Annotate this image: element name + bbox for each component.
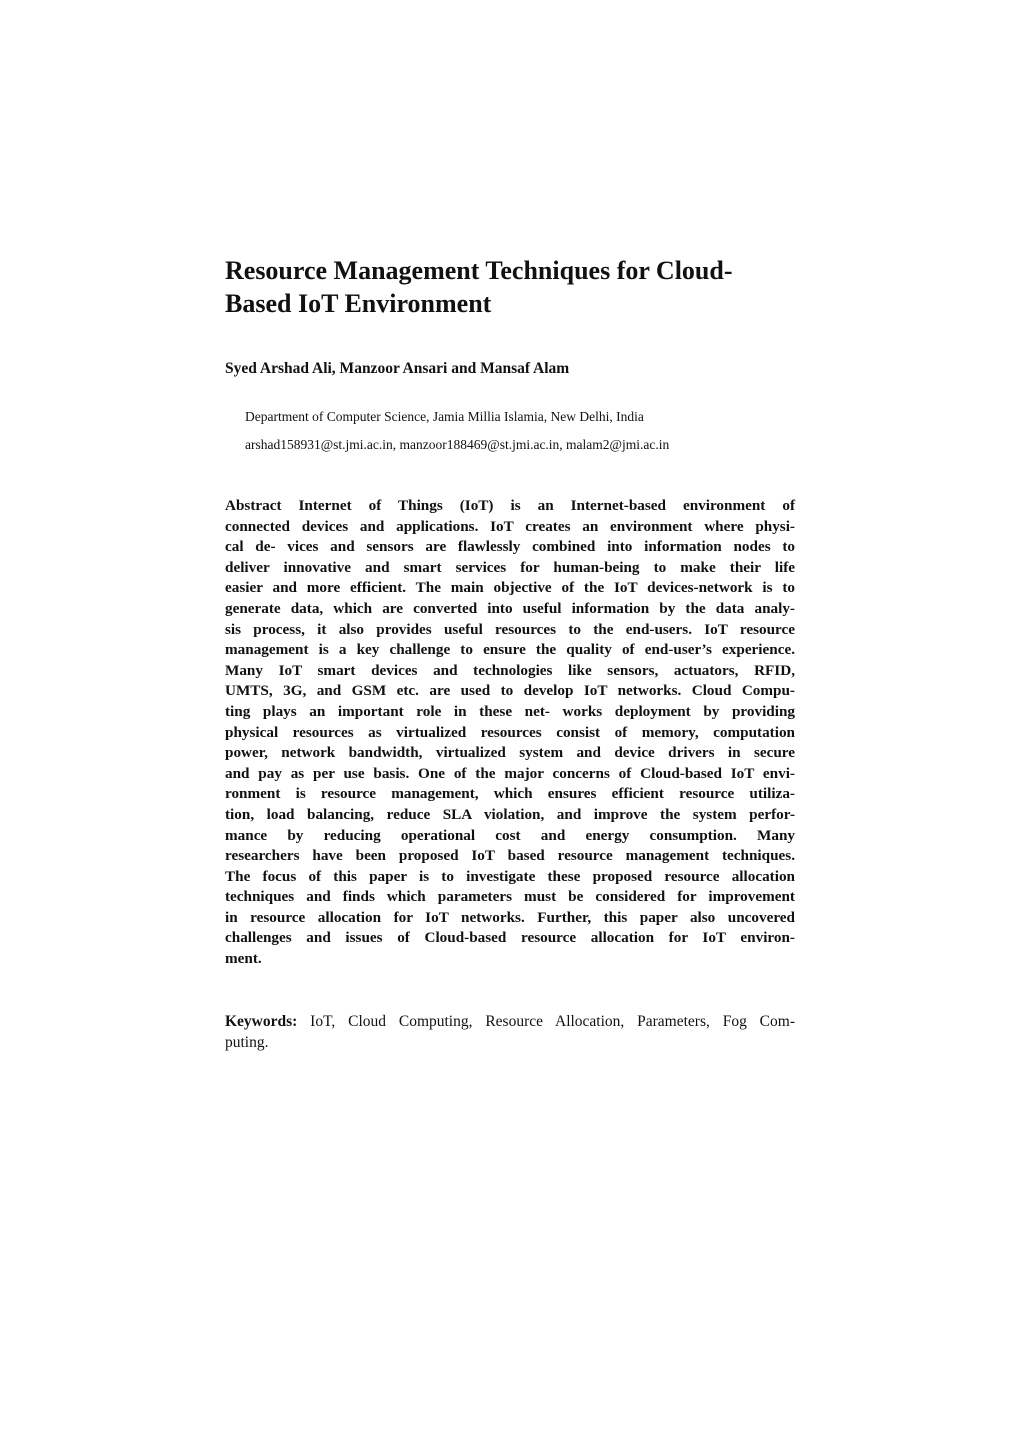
abstract-line: physical resources as virtualized resources consist of memory, computation <box>225 723 795 741</box>
abstract-line: deliver innovative and smart services for human-being to make their life <box>225 558 795 576</box>
abstract-line: Abstract Internet of Things (IoT) is an Internet-based environment of <box>225 497 795 514</box>
abstract-line: tion, load balancing, reduce SLA violation, and improve the system perfor- <box>225 805 795 823</box>
abstract-line: ment. <box>225 950 262 968</box>
abstract-line: power, network bandwidth, virtualized system and device drivers in secure <box>225 744 795 762</box>
abstract-line: The focus of this paper is to investigate these proposed resource allocation <box>225 867 795 885</box>
abstract-line: ting plays an important role in these net- works deployment by providing <box>225 702 795 720</box>
abstract-line: and pay as per use basis. One of the major concerns of Cloud-based IoT envi- <box>225 764 795 782</box>
abstract-line: UMTS, 3G, and GSM etc. are used to develop IoT networks. Cloud Compu- <box>225 682 795 700</box>
abstract-line: generate data, which are converted into useful information by the data analy- <box>225 599 795 617</box>
abstract-line: mance by reducing operational cost and energy consumption. Many <box>225 826 795 844</box>
author-emails: arshad158931@st.jmi.ac.in, manzoor188469@st.jmi.ac.in, malam2@jmi.ac.in <box>245 437 670 452</box>
abstract-line: ronment is resource management, which ensures efficient resource utiliza- <box>225 785 795 803</box>
abstract-line: researchers have been proposed IoT based resource management techniques. <box>225 847 795 865</box>
abstract-line: sis process, it also provides useful resources to the end-users. IoT resource <box>225 620 795 638</box>
keywords <box>225 1012 795 1053</box>
paper-title-line: Resource Management Techniques for Cloud- <box>225 256 733 285</box>
keywords-label: Keywords: <box>225 1013 298 1030</box>
keywords-line: puting. <box>225 1033 269 1051</box>
abstract-line: management is a key challenge to ensure the quality of end-user’s experience. <box>225 641 795 659</box>
abstract-line: cal de- vices and sensors are flawlessly combined into information nodes to <box>225 538 795 556</box>
paper-title <box>225 254 785 320</box>
abstract-line: in resource allocation for IoT networks. Further, this paper also uncovered <box>225 908 795 926</box>
abstract-line: connected devices and applications. IoT creates an environment where physi- <box>225 517 795 535</box>
abstract-line: Many IoT smart devices and technologies like sensors, actuators, RFID, <box>225 661 795 679</box>
abstract <box>225 496 795 970</box>
affiliation: Department of Computer Science, Jamia Millia Islamia, New Delhi, India <box>245 409 644 424</box>
abstract-line: easier and more efficient. The main objective of the IoT devices-network is to <box>225 579 795 597</box>
abstract-line: challenges and issues of Cloud-based resource allocation for IoT environ- <box>225 929 795 947</box>
abstract-line: techniques and finds which parameters must be considered for improvement <box>225 888 795 906</box>
paper-title-line: Based IoT Environment <box>225 289 492 318</box>
keywords-line <box>225 1012 795 1033</box>
keywords-list: IoT, Cloud Computing, Resource Allocation, Parameters, Fog Com- <box>310 1013 795 1030</box>
author-list: Syed Arshad Ali, Manzoor Ansari and Mansaf Alam <box>225 360 570 377</box>
